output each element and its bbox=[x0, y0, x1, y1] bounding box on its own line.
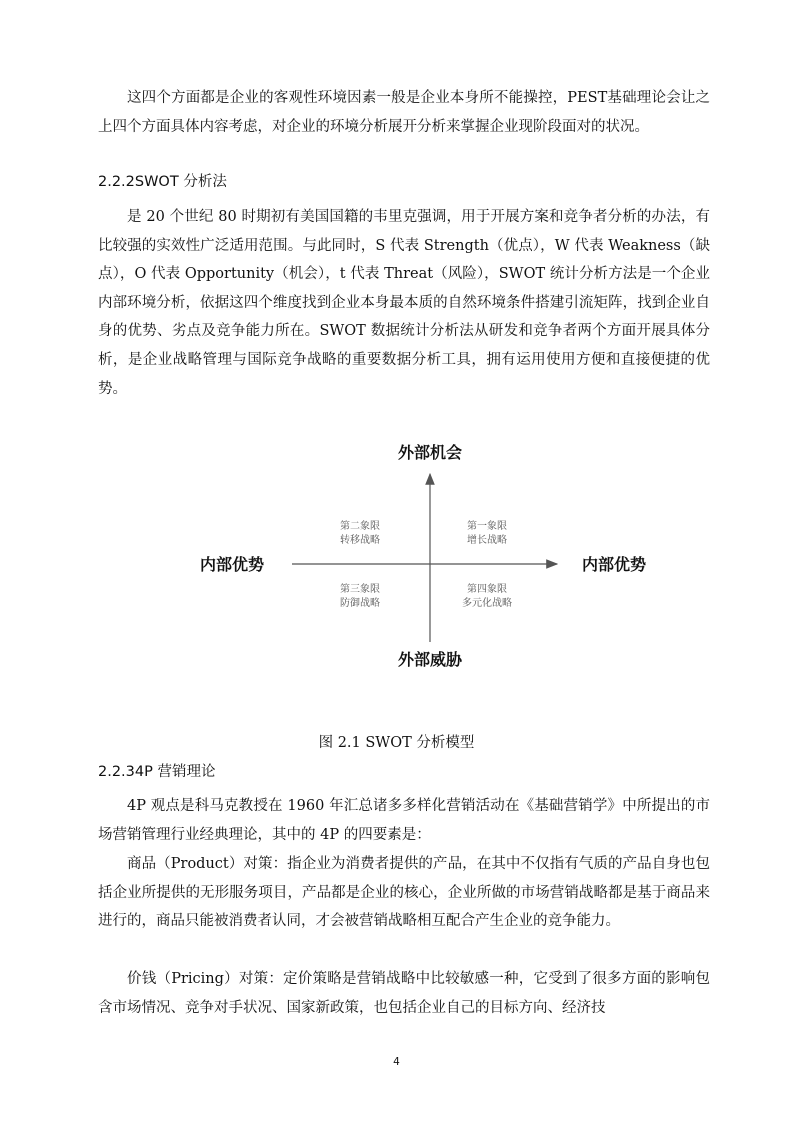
label-bottom: 外部威胁 bbox=[397, 650, 463, 669]
heading-4p: 2.2.34P 营销理论 bbox=[98, 764, 216, 780]
paragraph-swot-description: 是 20 个世纪 80 时期初有美国国籍的韦里克强调，用于开展方案和竞争者分析的办法，有比较强的实效性广泛适用范围。与此同时，S 代表 Strength（优点），W 代表 Weakness（缺点），O 代表 Opportunity（机会），t 代表 Threat（风险），SWOT 统计分析方法是一个企业内部环境分析，依据这四个维度找到企业本身最本质的自然环境条件搭建引流矩阵，找到企业自身的优势、劣点及竞争能力所在。SWOT 数据统计分析法从研发和竞争者两个方面开展具体分析，是企业战略管理与国际竞争战略的重要数据分析工具，拥有运用使用方便和直接便捷的优势。 bbox=[98, 209, 710, 397]
paragraph-4p-intro: 4P 观点是科马克教授在 1960 年汇总诸多多样化营销活动在《基础营销学》中所提出的市场营销管理行业经典理论，其中的 4P 的四要素是： bbox=[98, 798, 710, 843]
swot-figure bbox=[190, 430, 660, 680]
paragraph-pricing: 价钱（Pricing）对策：定价策略是营销战略中比较敏感一种，它受到了很多方面的影响包含市场情况、竞争对手状况、国家新政策，也包括企业自己的目标方向、经济技 bbox=[98, 971, 710, 1016]
figure-caption: 图 2.1 SWOT 分析模型 bbox=[318, 735, 475, 751]
heading-swot: 2.2.2SWOT 分析法 bbox=[98, 174, 227, 190]
label-top: 外部机会 bbox=[397, 443, 463, 462]
paragraph-pest-summary: 这四个方面都是企业的客观性环境因素一般是企业本身所不能操控，PEST基础理论会让之上四个方面具体内容考虑，对企业的环境分析展开分析来掌握企业现阶段面对的状况。 bbox=[98, 90, 710, 135]
page-number: 4 bbox=[393, 1056, 400, 1068]
quadrant-3-title: 第三象限 bbox=[340, 584, 380, 595]
quadrant-4-title: 第四象限 bbox=[467, 584, 507, 595]
swot-diagram bbox=[190, 430, 660, 680]
quadrant-3-strategy: 防御战略 bbox=[340, 598, 380, 609]
quadrant-1-title: 第一象限 bbox=[467, 521, 507, 532]
quadrant-1-strategy: 增长战略 bbox=[467, 535, 507, 546]
quadrant-4-strategy: 多元化战略 bbox=[462, 598, 512, 609]
quadrant-2-title: 第二象限 bbox=[340, 521, 380, 532]
paragraph-product: 商品（Product）对策：指企业为消费者提供的产品，在其中不仅指有气质的产品自身也包括企业所提供的无形服务项目，产品都是企业的核心，企业所做的市场营销战略都是基于商品来进行的，商品只能被消费者认同，才会被营销战略相互配合产生企业的竞争能力。 bbox=[98, 856, 710, 930]
quadrant-2-strategy: 转移战略 bbox=[340, 535, 380, 546]
label-right: 内部优势 bbox=[581, 555, 647, 574]
label-left: 内部优势 bbox=[199, 555, 265, 574]
